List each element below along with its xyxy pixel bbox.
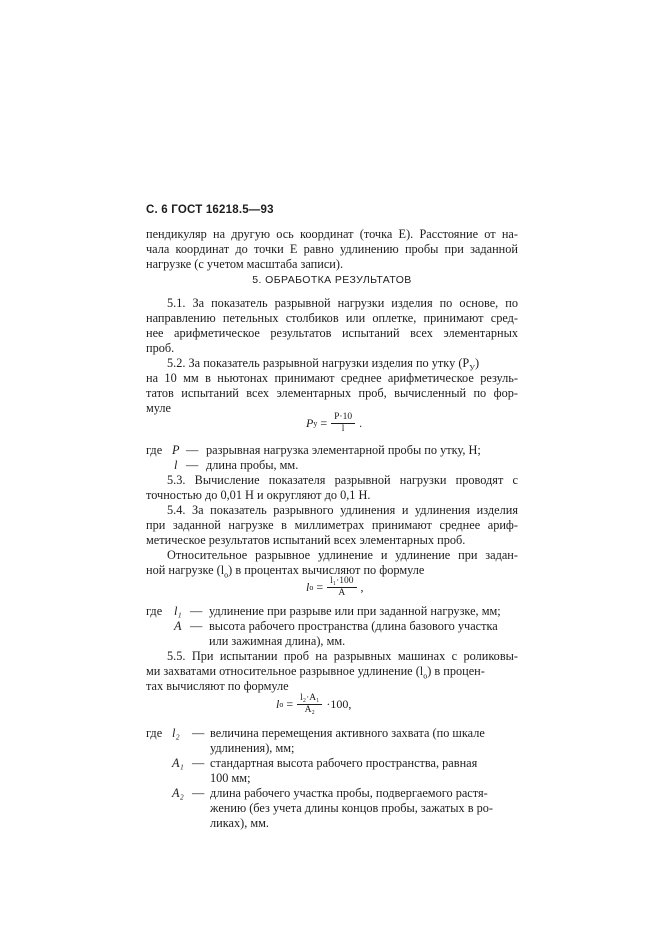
defs2-dash-1: —	[190, 604, 203, 618]
intro-line-3: нагрузке (с учетом масштаба записи).	[146, 257, 344, 271]
intro-line-1: пендикуляр на другую ось координат (точка E). Расстояние от на-	[146, 227, 518, 241]
p53-line-1: 5.3. Вычисление показателя разрывной нагрузки проводят с	[167, 473, 518, 487]
p55-line-3: тах вычисляют по формуле	[146, 679, 289, 693]
defs1-dash-1: —	[186, 443, 199, 457]
p52-line-2: на 10 мм в ньютонах принимают среднее арифметическое резуль-	[146, 371, 518, 385]
p54-line-3: метическое результатов испытаний всех элементарных проб.	[146, 533, 466, 547]
formula-3-lhs: l	[276, 697, 280, 711]
formula-3-fraction	[297, 693, 322, 716]
defs3-dash-3: —	[192, 756, 205, 770]
defs3-sym-1: l₂	[172, 726, 180, 740]
formula-2-eq: =	[316, 580, 324, 594]
defs2-text-2: высота рабочего пространства (длина базового участка	[209, 619, 498, 633]
formula-1-lhs: P	[306, 416, 314, 430]
formula-1	[306, 412, 362, 435]
p54b-line-1: Относительное разрывное удлинение и удлинение при задан-	[167, 548, 518, 562]
formula-2-fraction	[327, 576, 356, 599]
defs3-where: где	[146, 726, 163, 740]
defs3-text-1: величина перемещения активного захвата (по шкале	[210, 726, 485, 740]
p53-line-2: точностью до 0,01 Н и округляют до 0,1 Н.	[146, 488, 371, 502]
formula-1-numerator: P·10	[331, 412, 355, 424]
defs2-where: где	[146, 604, 163, 618]
page-header: С. 6 ГОСТ 16218.5—93	[146, 204, 274, 216]
defs3-text-4: 100 мм;	[210, 771, 251, 785]
p52-close: )	[474, 356, 480, 370]
p54b-sub: о	[224, 570, 229, 580]
defs1-dash-2: —	[186, 458, 199, 472]
p51-line-2: направлению петельных столбиков или оплетке, принимают сред-	[146, 311, 518, 325]
formula-2-numerator: l₁·100	[327, 576, 356, 588]
defs3-dash-5: —	[192, 786, 205, 800]
formula-2-lhs: l	[306, 580, 310, 594]
defs3-text-3: стандартная высота рабочего пространства, равная	[210, 756, 478, 770]
defs2-sym-1: l₁	[174, 604, 182, 618]
formula-3-tail: ·100,	[326, 697, 352, 711]
formula-1-fraction	[331, 412, 355, 435]
p51-line-1: 5.1. За показатель разрывной нагрузки изделия по основе, по	[167, 296, 518, 310]
defs2-text-1: удлинение при разрыве или при заданной нагрузке, мм;	[209, 604, 501, 618]
formula-3-lhs-sub: о	[279, 700, 284, 709]
section-title: 5. ОБРАБОТКА РЕЗУЛЬТАТОВ	[252, 274, 412, 286]
defs2-sym-2: A	[174, 619, 182, 633]
defs3-text-5: длина рабочего участка пробы, подвергаемого растя-	[210, 786, 488, 800]
formula-1-lhs-sub: у	[313, 419, 318, 428]
p52-symbol-sub: У	[469, 363, 475, 373]
p51-line-3: нее арифметическое результатов испытаний всех элементарных	[146, 326, 518, 340]
defs3-sym-5: A₂	[172, 786, 184, 800]
p54-line-2: при заданной нагрузке в миллиметрах принимают среднее ариф-	[146, 518, 518, 532]
p55-text-a: ми захватами относительное разрывное удлинение (l	[146, 664, 424, 678]
p55-sub: о	[423, 671, 428, 681]
p54b-text-a: ной нагрузке (l	[146, 563, 225, 577]
p52-text: 5.2. За показатель разрывной нагрузки изделия по утку (P	[167, 356, 470, 370]
formula-2-lhs-sub: о	[309, 583, 314, 592]
intro-line-2: чала координат до точки E равно удлинению пробы при заданной	[146, 242, 518, 256]
defs1-sym-2: l	[174, 458, 178, 472]
defs1-text-2: длина пробы, мм.	[206, 458, 299, 472]
formula-2	[306, 576, 364, 599]
p54-line-1: 5.4. За показатель разрывного удлинения и удлинения изделия	[167, 503, 518, 517]
formula-1-denominator: l	[341, 424, 345, 434]
p54b-text-b: ) в процентах вычисляют по формуле	[228, 563, 425, 577]
defs1-text-1: разрывная нагрузка элементарной пробы по утку, Н;	[206, 443, 481, 457]
formula-2-denominator: A	[338, 588, 346, 598]
formula-1-end: .	[359, 416, 363, 430]
p52-line-3: татов испытаний всех элементарных проб, вычисленный по фор-	[146, 386, 518, 400]
defs1-where: где	[146, 443, 163, 457]
formula-1-eq: =	[320, 416, 328, 430]
formula-3-eq: =	[286, 697, 294, 711]
defs3-text-2: удлинения), мм;	[210, 741, 295, 755]
p55-line-1: 5.5. При испытании проб на разрывных машинах с роликовы-	[167, 649, 518, 663]
formula-3-denominator: A₂	[304, 705, 315, 715]
defs1-sym-1: P	[172, 443, 180, 457]
p55-text-b: ) в процен-	[427, 664, 485, 678]
formula-3-numerator: l₂·A₁	[297, 693, 322, 705]
defs3-dash-1: —	[192, 726, 205, 740]
defs3-sym-3: A₁	[172, 756, 184, 770]
defs3-text-7: ликах), мм.	[210, 816, 269, 830]
defs2-dash-2: —	[190, 619, 203, 633]
defs2-text-3: или зажимная длина), мм.	[209, 634, 346, 648]
p51-line-4: проб.	[146, 341, 175, 355]
defs3-text-6: жению (без учета длины концов пробы, зажатых в ро-	[210, 801, 493, 815]
formula-2-end: ,	[360, 580, 364, 594]
p52-line-4: муле	[146, 401, 171, 415]
formula-3	[276, 693, 351, 716]
